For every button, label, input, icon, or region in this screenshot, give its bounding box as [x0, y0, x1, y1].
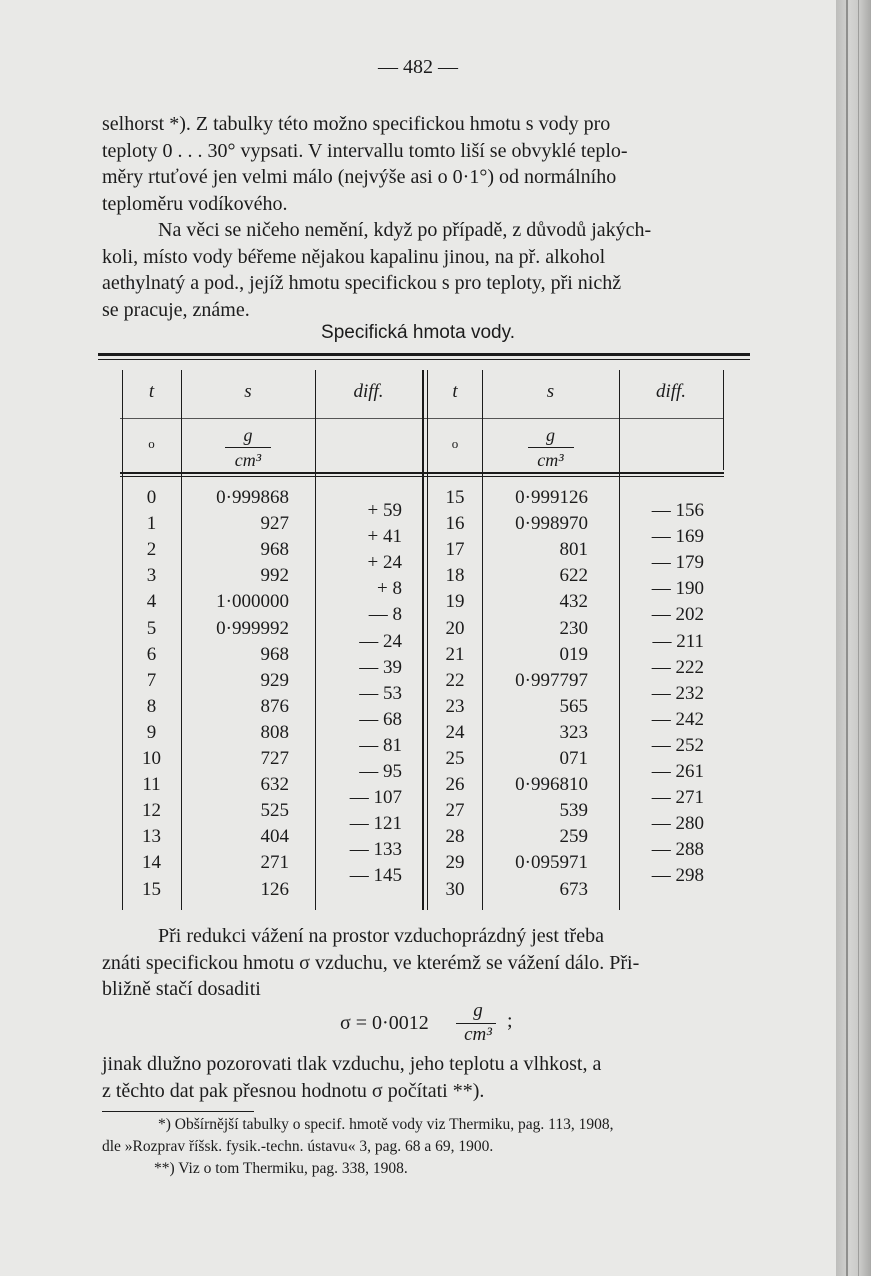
density-cell: 673 — [559, 878, 588, 900]
page-edge — [836, 0, 871, 1276]
temp-cell: 20 — [445, 617, 465, 639]
density-cell: 0·998970 — [515, 513, 588, 535]
temp-cell: 16 — [445, 513, 465, 535]
diff-cell: — 298 — [651, 865, 704, 887]
temp-cell: 6 — [146, 643, 157, 665]
header-t: t — [148, 381, 155, 402]
temp-cell: 30 — [445, 878, 465, 900]
density-cell: 432 — [559, 591, 588, 613]
header-t: t — [452, 381, 458, 402]
fraction-bar — [528, 447, 574, 448]
diff-cell: — 252 — [651, 734, 704, 756]
density-cell: 565 — [559, 695, 588, 717]
diff-cell: — 211 — [652, 630, 704, 652]
density-cell: 271 — [260, 852, 289, 874]
table-top-rule — [98, 353, 750, 356]
diff-cell: — 169 — [651, 526, 704, 548]
formula-numerator: g — [473, 1000, 483, 1021]
header-diff: diff. — [353, 381, 384, 402]
text-line: Na věci se ničeho nemění, když po případě, z důvodů jakých- — [158, 219, 652, 241]
density-cell: 126 — [260, 878, 289, 900]
formula-tail: ; — [507, 1010, 513, 1032]
temp-cell: 11 — [142, 774, 161, 796]
temp-cell: 13 — [142, 826, 161, 848]
text-line: měry rtuťové jen velmi málo (nejvýše asi o 0·1°) od normálního — [102, 166, 617, 188]
density-cell: 0·997797 — [515, 669, 588, 691]
density-cell: 1·000000 — [216, 591, 289, 613]
unit-degree: o — [148, 436, 155, 451]
diff-cell: — 242 — [651, 708, 704, 730]
footnote-2: **) Viz o tom Thermiku, pag. 338, 1908. — [154, 1160, 408, 1177]
diff-cell: — 261 — [651, 761, 704, 782]
diff-cell: — 107 — [349, 787, 402, 809]
temp-cell: 27 — [445, 800, 465, 822]
diff-cell: + 8 — [377, 578, 402, 600]
text-line: z těchto dat pak přesnou hodnotu σ počítati **). — [102, 1079, 485, 1102]
diff-cell: — 81 — [359, 734, 402, 756]
density-cell: 929 — [260, 669, 289, 691]
density-cell: 539 — [559, 800, 588, 822]
footnotes — [102, 1114, 750, 1180]
column-rule — [422, 370, 424, 910]
text-line: teploměru vodíkového. — [102, 192, 288, 215]
density-cell: 0·999126 — [515, 487, 588, 508]
diff-cell: + 59 — [367, 500, 402, 521]
temp-cell: 29 — [445, 852, 465, 874]
density-cell: 0·996810 — [515, 774, 588, 796]
text-line: koli, místo vody béřeme nějakou kapalinu jinou, na př. alkohol — [102, 245, 606, 268]
density-cell: 230 — [559, 617, 588, 639]
diff-cell: — 232 — [651, 682, 704, 704]
header-diff: diff. — [655, 381, 687, 402]
temp-cell: 12 — [142, 800, 161, 822]
temp-cell: 5 — [146, 617, 157, 639]
diff-cell: — 156 — [651, 500, 704, 521]
temp-cell: 22 — [445, 669, 465, 691]
text-line: aethylnatý a pod., jejíž hmotu specifickou s pro teploty, při nichž — [102, 272, 622, 294]
page-edge-line — [846, 0, 848, 1276]
unit-fraction — [482, 424, 619, 471]
density-cell: 808 — [260, 721, 289, 743]
text-line: bližně stačí dosaditi — [102, 978, 261, 1000]
temp-cell: 15 — [445, 487, 465, 508]
diff-cell: — 39 — [359, 656, 402, 678]
text-line: se pracuje, známe. — [102, 298, 250, 321]
fraction-bar — [225, 447, 271, 448]
temp-cell: 28 — [445, 826, 465, 848]
text-line: jinak dlužno pozorovati tlak vzduchu, jeho teplotu a vlhkost, a — [102, 1053, 602, 1075]
density-cell: 0·999868 — [216, 487, 289, 508]
text-line: Při redukci vážení na prostor vzduchoprázdný jest třeba — [158, 925, 604, 947]
diff-cell: — 179 — [651, 552, 704, 574]
temp-cell: 21 — [445, 643, 465, 665]
unit-denominator: cm³ — [537, 450, 564, 470]
unit-numerator: g — [243, 425, 253, 445]
density-cell: 992 — [260, 565, 289, 587]
table-title: Specifická hmota vody. — [321, 322, 515, 343]
formula-lhs: σ = 0·0012 — [340, 1012, 429, 1034]
diff-cell: + 41 — [367, 526, 402, 548]
density-cell: 622 — [559, 565, 588, 587]
diff-cell: — 8 — [368, 604, 402, 626]
density-cell: 876 — [260, 695, 289, 717]
diff-cell: — 95 — [359, 761, 402, 782]
diff-cell: — 68 — [359, 708, 402, 730]
temp-cell: 15 — [142, 878, 161, 900]
diff-cell: — 24 — [359, 630, 402, 652]
density-cell: 801 — [559, 539, 588, 561]
footnote-1-cont: dle »Rozprav říšsk. fysik.-techn. ústavu« 3, pag. 68 a 69, 1900. — [102, 1138, 494, 1155]
temp-cell: 18 — [445, 565, 465, 587]
temp-cell: 26 — [445, 774, 465, 796]
density-cell: 323 — [559, 721, 588, 743]
diff-cell: — 190 — [651, 578, 704, 600]
temp-cell: 19 — [445, 591, 465, 613]
density-cell: 259 — [559, 826, 588, 848]
unit-numerator: g — [546, 425, 555, 445]
temp-cell: 3 — [146, 565, 157, 587]
diff-cell: — 271 — [651, 787, 704, 809]
intro-paragraph — [102, 111, 750, 217]
unit-degree: o — [451, 436, 459, 451]
temp-cell: 17 — [445, 539, 465, 561]
density-cell: 071 — [559, 748, 588, 769]
footnote-1: *) Obšírnější tabulky o specif. hmotě vody viz Thermiku, pag. 113, 1908, — [158, 1116, 614, 1133]
paragraph-4 — [102, 1051, 750, 1104]
unit-denominator: cm³ — [234, 450, 262, 470]
temp-cell: 25 — [445, 748, 465, 769]
density-cell: 0·999992 — [216, 617, 289, 639]
diff-cell: — 222 — [651, 656, 704, 678]
page-edge-line — [858, 0, 859, 1276]
formula-denominator: cm³ — [464, 1024, 492, 1045]
diff-cell: + 24 — [367, 552, 402, 574]
page-number: — 482 — — [378, 56, 458, 78]
density-cell: 632 — [260, 774, 289, 796]
diff-cell: — 53 — [359, 682, 402, 704]
density-cell: 968 — [260, 539, 289, 561]
text-line: teploty 0 . . . 30° vypsati. V intervallu tomto liší se obvyklé teplo- — [102, 139, 628, 162]
temp-cell: 7 — [146, 669, 157, 691]
temp-cell: 23 — [445, 695, 465, 717]
diff-cell: — 202 — [651, 604, 704, 626]
density-cell: 927 — [260, 513, 289, 535]
temp-cell: 4 — [146, 591, 157, 613]
diff-cell: — 280 — [651, 813, 704, 835]
density-cell: 727 — [260, 748, 289, 769]
unit-fraction — [181, 424, 315, 471]
paragraph-2 — [102, 217, 750, 323]
paragraph-3 — [102, 923, 750, 1003]
text-line: selhorst *). Z tabulky této možno specifickou hmotu s vody pro — [102, 113, 611, 135]
temp-cell: 24 — [445, 721, 465, 743]
table-top-rule — [98, 359, 750, 360]
footnote-rule — [102, 1111, 254, 1112]
temp-cell: 1 — [146, 513, 157, 535]
density-cell: 0·095971 — [515, 852, 588, 874]
diff-cell: — 288 — [651, 839, 704, 861]
density-cell: 968 — [260, 643, 289, 665]
density-cell: 525 — [260, 800, 289, 822]
column-rule — [723, 370, 724, 470]
density-cell: 019 — [559, 643, 588, 665]
header-s: s — [546, 381, 555, 402]
column-rule — [619, 370, 620, 910]
temp-cell: 10 — [142, 748, 161, 769]
temp-cell: 9 — [146, 721, 157, 743]
temp-cell: 2 — [146, 539, 157, 561]
temp-cell: 0 — [146, 487, 157, 508]
temp-cell: 8 — [146, 695, 157, 717]
diff-cell: — 121 — [349, 813, 402, 835]
temp-cell: 14 — [142, 852, 161, 874]
diff-cell: — 145 — [349, 865, 402, 887]
header-s: s — [244, 381, 252, 402]
density-cell: 404 — [260, 826, 289, 848]
diff-cell: — 133 — [349, 839, 402, 861]
column-rule — [315, 370, 316, 910]
text-line: znáti specifickou hmotu σ vzduchu, ve kterémž se vážení dálo. Při- — [102, 951, 640, 974]
